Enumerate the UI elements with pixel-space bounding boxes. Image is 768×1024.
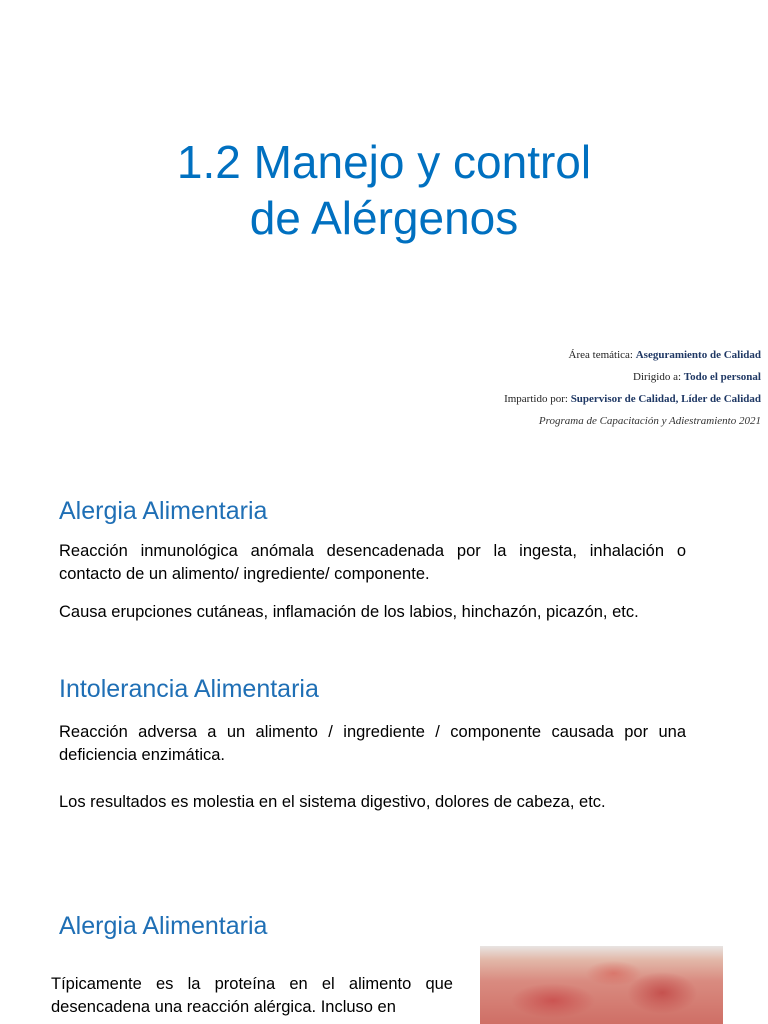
meta-area — [261, 344, 761, 366]
skin-rash-photo — [480, 946, 723, 1024]
page-title — [0, 134, 768, 246]
meta-area-value: Aseguramiento de Calidad — [635, 349, 761, 361]
section-heading-intolerancia: Intolerancia Alimentaria — [59, 675, 319, 703]
course-meta — [261, 344, 761, 432]
meta-dirigido-label: Dirigido a: — [633, 371, 682, 383]
section-paragraph: Reacción inmunológica anómala desencadenada por la ingesta, inhalación o contacto de un alimento/ ingrediente/ componente. — [59, 542, 686, 583]
section-paragraph: Reacción adversa a un alimento / ingrediente / componente causada por una deficiencia enzimática. — [59, 723, 686, 764]
meta-dirigido-value: Todo el personal — [683, 371, 761, 383]
meta-programa: Programa de Capacitación y Adiestramiento 2021 — [538, 415, 761, 427]
section-paragraph: Típicamente es la proteína en el alimento que desencadena una reacción alérgica. Incluso en — [51, 975, 453, 1016]
meta-impartido-value: Supervisor de Calidad, Líder de Calidad — [570, 393, 761, 405]
section-heading-alergia-2: Alergia Alimentaria — [59, 912, 268, 940]
title-line-2: de Alérgenos — [249, 192, 519, 244]
section-paragraph: Causa erupciones cutáneas, inflamación de los labios, hinchazón, picazón, etc. — [59, 603, 639, 621]
meta-dirigido — [261, 366, 761, 388]
meta-area-label: Área temática: — [568, 349, 633, 361]
title-line-1: 1.2 Manejo y control — [176, 136, 592, 188]
meta-impartido — [261, 388, 761, 410]
meta-impartido-label: Impartido por: — [504, 393, 568, 405]
section-paragraph: Los resultados es molestia en el sistema digestivo, dolores de cabeza, etc. — [59, 793, 606, 811]
section-heading-alergia: Alergia Alimentaria — [59, 497, 268, 525]
